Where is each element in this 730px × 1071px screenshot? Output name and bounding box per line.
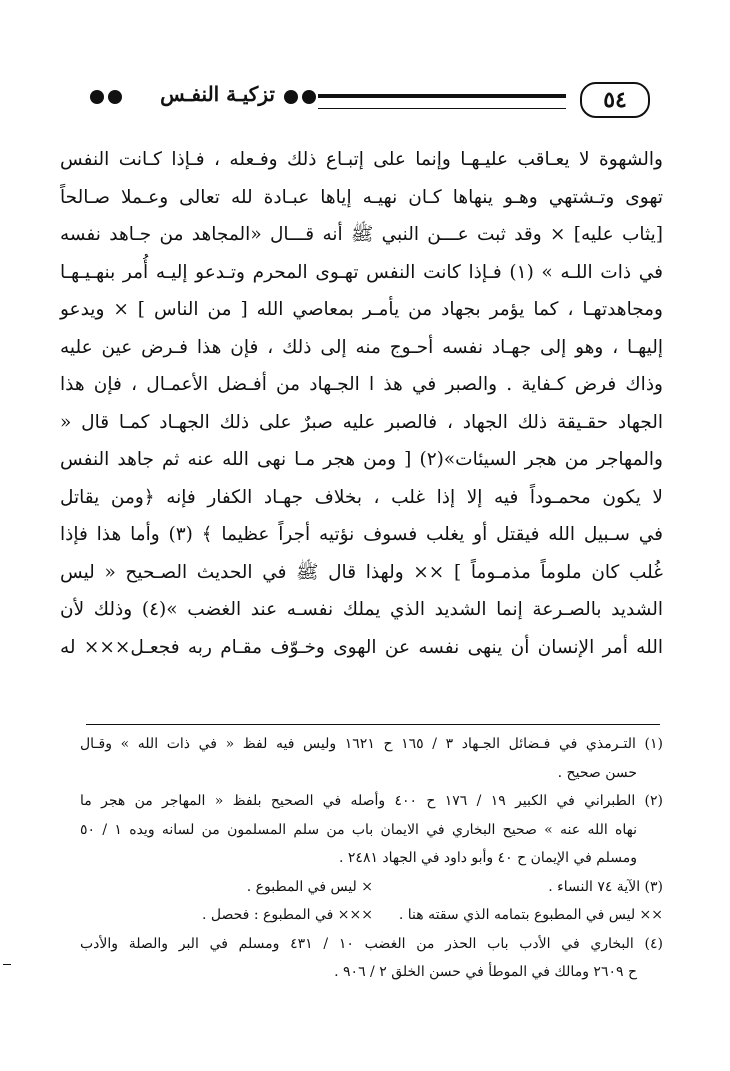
page-header — [60, 82, 650, 122]
footnote-2-continued: نهاه الله عنه » صحيح البخاري في الايمان باب من سلم المسلمون من لسانه ويده ١ / ٥٠ — [80, 821, 638, 838]
footnote-separator — [86, 724, 660, 725]
text-line: [يثاب عليه] × وقد ثبت عـــن النبي ﷺ أنه قـــال «المجاهد من جـاهد نفسه — [60, 224, 663, 245]
page-number: ٥٤ — [580, 82, 650, 118]
text-line: لا يكون محمـوداً فيه إلا إذا غلب ، بخلاف جهـاد الكفار فإنه ﴿ومن يقاتل — [60, 486, 663, 508]
header-double-rule — [318, 94, 566, 109]
footnote-1: (١) التـرمذي في فـضائل الجـهاد ٣ / ١٦٥ ح ١٦٢١ وليس فيه لفظ « في ذات الله » وقـال — [80, 736, 664, 752]
footnote-4: (٤) البخاري في الأدب باب الحذر من الغضب ١٠ / ٤٣١ ومسلم في البر والصلة والأدب — [80, 935, 663, 952]
dot-icon — [302, 90, 316, 104]
footnote-4-continued: ح ٢٦٠٩ ومالك في الموطأ في حسن الخلق ٢ / ٩٠٦ . — [334, 964, 637, 980]
text-line: غُلب كان ملوماً مذمـوماً ] ×× ولهذا قال ﷺ في الحديث الصـحيح « ليس — [60, 561, 663, 583]
text-line: إليهـا ، وهو إلى جهـاد نفسه أحـوج منه إلى ذلك ، فإن هذا فـرض عين عليه — [60, 336, 663, 358]
note-not-in-print: × ليس في المطبوع . — [246, 878, 373, 895]
text-line: والمهاجر من هجر السيئات»(٢) [ ومن هجر مـا نهى الله عنه ثم جاهد النفس — [60, 449, 663, 470]
text-line: في سـبيل الله فيقتل أو يغلب فسوف نؤتيه أجراً عظيما ﴾ (٣) وأما هذا فإذا — [60, 524, 664, 545]
decorative-dots-middle — [284, 90, 316, 104]
footnote-2: (٢) الطبراني في الكبير ١٩ / ١٧٦ ح ٤٠٠ وأصله في الصحيح بلفظ « المهاجر من هجر ما — [80, 793, 663, 809]
main-text — [60, 141, 663, 666]
footnote-3-row — [80, 873, 663, 902]
footnote-2-continued: ومسلم في الإيمان ح ٤٠ وأبو داود في الجهاد ٢٤٨١ . — [339, 850, 637, 866]
decorative-dots-left — [90, 90, 122, 104]
margin-mark — [3, 964, 11, 965]
text-line: ومجاهدتهـا ، كما يؤمر بجهاد من يأمـر بمعاصي الله [ من الناس ] × ويدعو — [60, 299, 663, 320]
dot-icon — [108, 90, 122, 104]
text-line: الشديد بالصـرعة إنما الشديد الذي يملك نفسـه عند الغضب »(٤) وذلك لأن — [60, 599, 663, 620]
note-not-in-full: ×× ليس في المطبوع بتمامه الذي سقته هنا . — [398, 907, 663, 923]
footnote-1-continued: حسن صحيح . — [557, 764, 637, 781]
footnotes — [80, 730, 663, 987]
footnote-marks-row — [80, 901, 663, 930]
text-line: والشهوة لا يعـاقب عليـهـا وإنما على إتبـاع ذلك وفـعله ، فـإذا كـانت النفس — [60, 149, 663, 170]
dot-icon — [284, 90, 298, 104]
running-title: تزكيـة النفـس — [160, 82, 275, 106]
text-line: في ذات اللـه » (١) فـإذا كانت النفس تهـوى المحرم وتـدعو إليـه أُمر بنهـيـهـا — [60, 261, 663, 283]
text-line: الجهاد حقـيقة ذلك الجهاد ، فالصبر عليه صبرٌ على ذلك الجهـاد كمـا قال « — [60, 411, 663, 433]
text-line: تهوى وتـشتهي وهـو ينهاها كـان نهيـه إياها عبـادة لله تعالى وعـملا صـالحاً — [60, 186, 663, 208]
dot-icon — [90, 90, 104, 104]
text-line: الله أمر الإنسان أن ينهى نفسه عن الهوى وخـوّف مقـام ربه فجعـل××× له — [60, 636, 663, 658]
note-print-variant: ××× في المطبوع : فحصل . — [202, 907, 373, 923]
footnote-3: (٣) الآية ٧٤ النساء . — [548, 878, 663, 895]
text-line: وذاك فرض كـفاية . والصبر في هذ ا الجـهاد من أفـضل الأعمـال ، فإن هذا — [60, 374, 663, 395]
